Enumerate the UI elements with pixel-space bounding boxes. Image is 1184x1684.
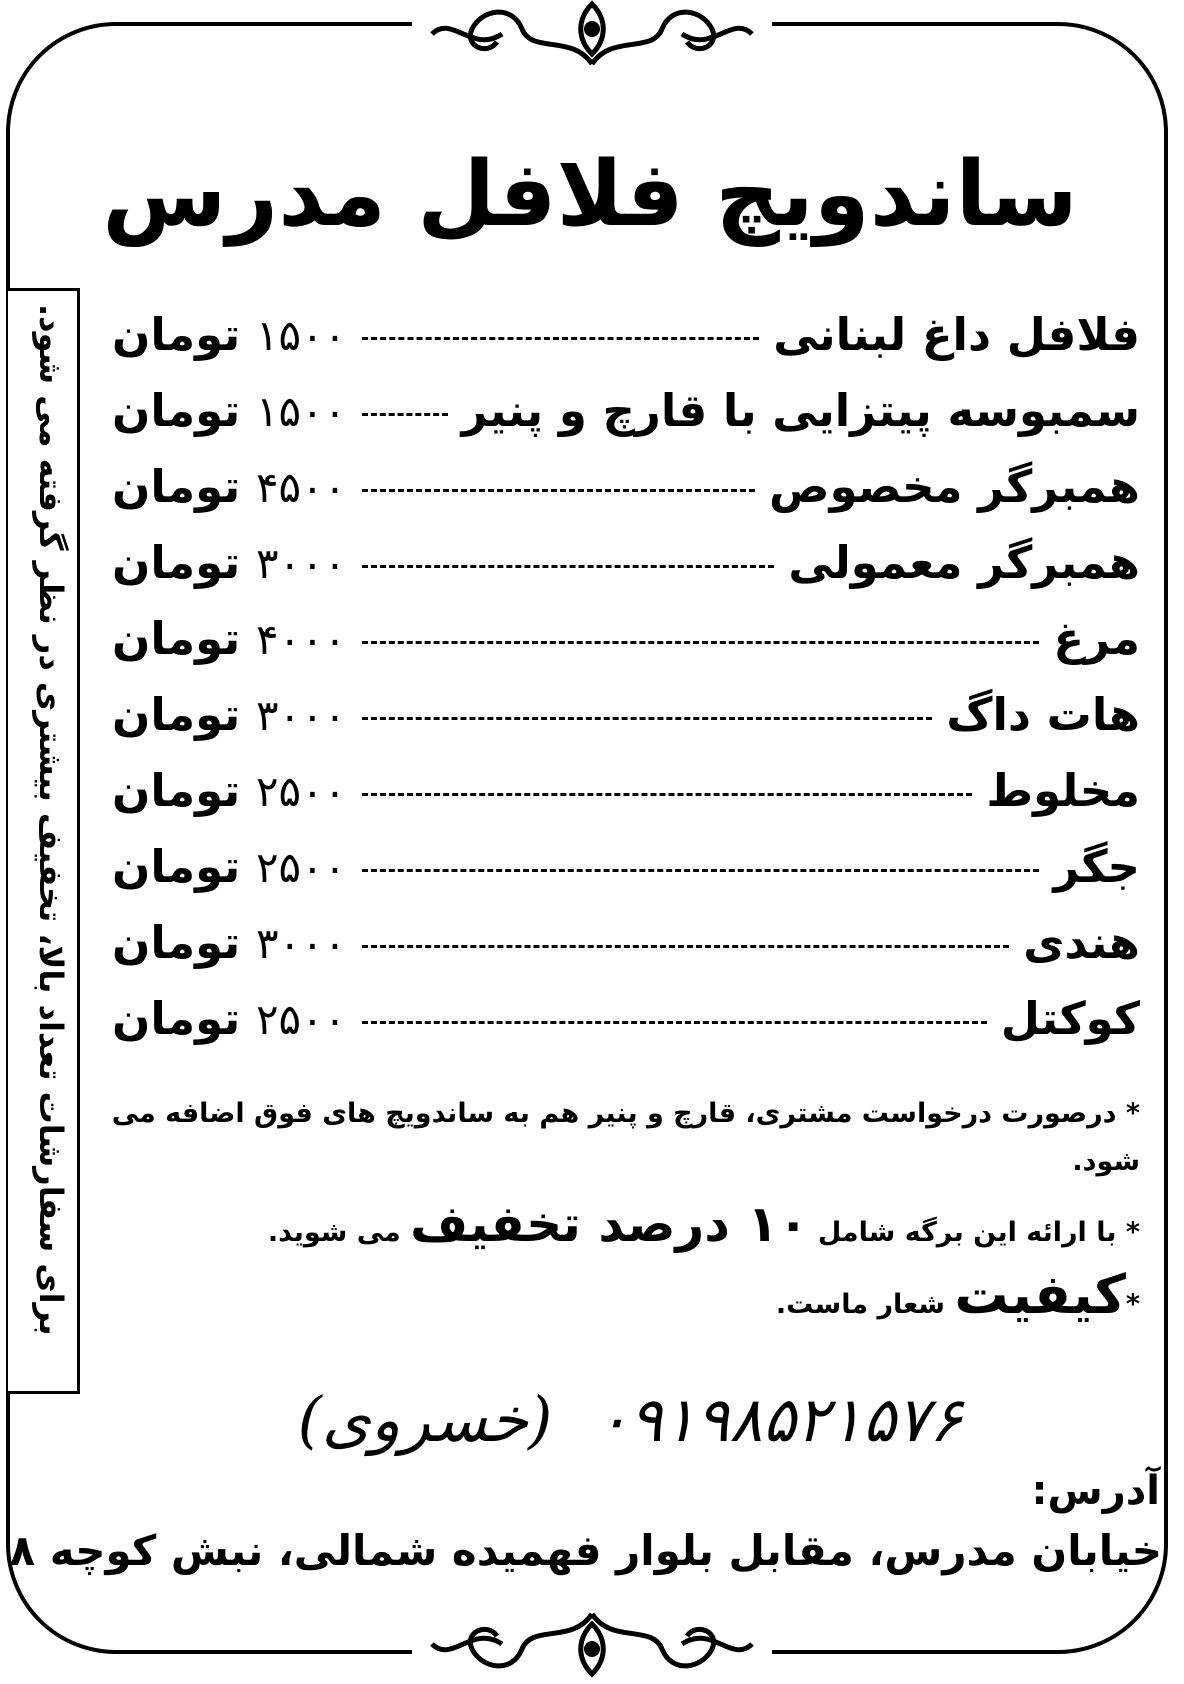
side-note: برای سفارشات تعداد بالا، تخفیف بیشتری در نظر گرفته می شود. [32, 304, 70, 1336]
menu-item-price: ۴۰۰۰ تومان [112, 611, 347, 665]
menu-item-price: ۱۵۰۰ تومان [112, 307, 347, 361]
menu-item-name: هندی [1023, 915, 1140, 969]
menu-item [112, 904, 1140, 980]
menu-item [112, 980, 1140, 1056]
dotted-leader [362, 337, 759, 340]
menu-item-name: هات داگ [946, 687, 1140, 741]
menu-item-name: مخلوط [986, 763, 1140, 817]
contact-name: (خسروی) [297, 1383, 553, 1456]
dotted-leader [362, 869, 1039, 872]
menu-item-price: ۱۵۰۰ تومان [112, 383, 347, 437]
menu-item-price: ۳۰۰۰ تومان [112, 915, 347, 969]
contact-phone [270, 1380, 990, 1460]
page-title: ساندویچ فلافل مدرس [102, 142, 1078, 247]
dotted-leader [362, 413, 447, 416]
menu-item-name: سمبوسه پیتزایی با قارچ و پنیر [461, 383, 1140, 437]
menu-item-name: جگر [1053, 839, 1140, 893]
address-value: خیابان مدرس، مقابل بلوار فهمیده شمالی، نبش کوچه ۸ [9, 1526, 1162, 1575]
menu-item-price: ۳۰۰۰ تومان [112, 535, 347, 589]
discount-highlight: ۱۰ درصد تخفیف [410, 1195, 809, 1253]
menu-item-price: ۲۵۰۰ تومان [112, 991, 347, 1045]
dotted-leader [362, 565, 774, 568]
menu-item-name: همبرگر معمولی [788, 535, 1140, 589]
menu-list [112, 296, 1140, 1056]
note-extras: * درصورت درخواست مشتری، قارچ و پنیر هم به ساندویچ های فوق اضافه می شود. [111, 1098, 1140, 1177]
phone-number: ۰۹۱۹۸۵۲۱۵۷۶ [596, 1383, 963, 1456]
dotted-leader [362, 489, 755, 492]
menu-item [112, 296, 1140, 372]
address-label: آدرس: [1031, 1468, 1160, 1514]
dotted-leader [362, 641, 1039, 644]
quality-highlight: کیفیت [954, 1263, 1126, 1326]
menu-item [112, 600, 1140, 676]
menu-item-price: ۲۵۰۰ تومان [112, 839, 347, 893]
menu-item [112, 828, 1140, 904]
menu-item-name: مرغ [1053, 611, 1140, 665]
menu-item-price: ۲۵۰۰ تومان [112, 763, 347, 817]
dotted-leader [362, 1021, 987, 1024]
menu-item [112, 448, 1140, 524]
bottom-ornament-icon [412, 1604, 772, 1684]
menu-item-price: ۳۰۰۰ تومان [112, 687, 347, 741]
note-discount: * با ارائه این برگه شامل ۱۰ درصد تخفیف می شوید. [267, 1195, 1140, 1253]
menu-item [112, 752, 1140, 828]
menu-item [112, 524, 1140, 600]
menu-item-name: همبرگر مخصوص [769, 459, 1140, 513]
dotted-leader [362, 945, 1009, 948]
note-quality: *کیفیت شعار ماست. [775, 1263, 1140, 1326]
top-ornament-icon [412, 0, 772, 74]
menu-item-name: فلافل داغ لبنانی [773, 307, 1140, 361]
notes-section [100, 1090, 1140, 1343]
menu-item-price: ۴۵۰۰ تومان [112, 459, 347, 513]
menu-item-name: کوکتل [1000, 991, 1140, 1045]
dotted-leader [362, 793, 972, 796]
menu-item [112, 676, 1140, 752]
dotted-leader [362, 717, 932, 720]
menu-item [112, 372, 1140, 448]
